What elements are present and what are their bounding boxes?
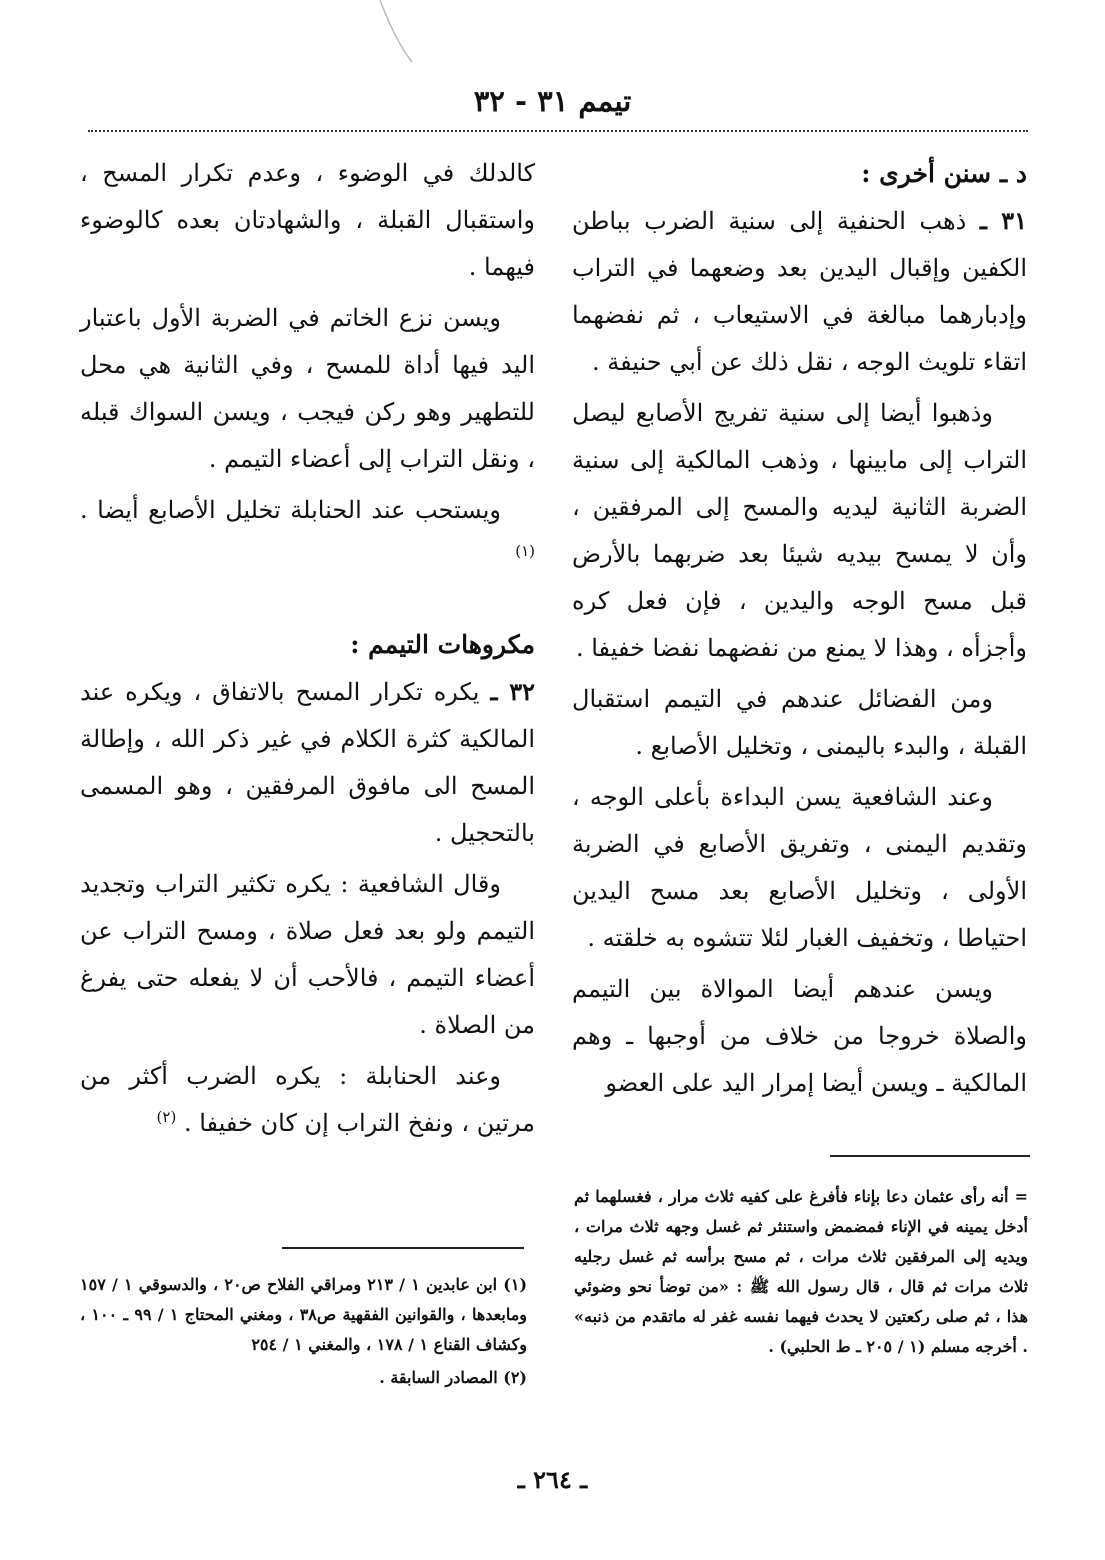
footnotes-left (80, 1270, 527, 1396)
right-column (572, 150, 1027, 1111)
header-divider (88, 130, 1028, 132)
footnote-divider (830, 1155, 1030, 1157)
page-number: ـ ٢٦٤ ـ (517, 1465, 588, 1494)
section-heading-makruhat: مكروهات التيمم : (350, 630, 535, 659)
scan-artifact-curve (370, 0, 430, 70)
paragraph-text: ويستحب عند الحنابلة تخليل الأصابع أيضا . (80, 496, 501, 524)
paragraph: وذهبوا أيضا إلى سنية تفريج الأصابع ليصل التراب إلى مابينها ، وذهب المالكية إلى سنية الضربة الثانية ليديه والمسح إلى المرفقين ، وأن لا يمسح بيديه شيئا بعد ضربهما بالأرض قبل مسح الوجه واليدين ، فإن فعل كره وأجزأه ، وهذا لا يمنع من نفضهما نفضا خفيفا . (572, 399, 1027, 662)
footnote-ref: (١) (515, 542, 535, 560)
left-column (80, 150, 535, 1151)
paragraph-number: ٣١ ـ (979, 206, 1028, 235)
footnote-1: (١) ابن عابدين ١ / ٢١٣ ومراقي الفلاح ص٢٠ ، والدسوقي ١ / ١٥٧ ومابعدها ، والقوانين الفقهية ص٣٨ ، ومغني المحتاج ١ / ٩٩ ـ ١٠٠ ، وكشاف القناع ١ / ١٧٨ ، والمغني ١ / ٢٥٤ (80, 1275, 528, 1354)
footnote-divider (282, 1247, 524, 1249)
paragraph-text: ذهب الحنفية إلى سنية الضرب بباطن الكفين وإقبال اليدين بعد وضعهما في التراب وإدبارهما مبالغة في الاستيعاب ، ثم نفضهما اتقاء تلويث الوجه ، نقل ذلك عن أبي حنيفة . (572, 207, 1027, 376)
paragraph: ويسن عندهم أيضا الموالاة بين التيمم والصلاة خروجا من خلاف من أوجبها ـ وهم المالكية ـ ويسن أيضا إمرار اليد على العضو (572, 975, 1027, 1097)
paragraph: وعند الشافعية يسن البداءة بأعلى الوجه ، وتقديم اليمنى ، وتفريق الأصابع في الضربة الأولى ، وتخليل الأصابع بعد مسح اليدين احتياطا ، وتخفيف الغبار لئلا تتشوه به خلقته . (572, 783, 1027, 952)
paragraph-32 (80, 668, 535, 857)
paragraph: ويسن نزع الخاتم في الضربة الأول باعتبار اليد فيها أداة للمسح ، وفي الثانية هي محل للتطهير وهو ركن فيجب ، ويسن السواك قبله ، ونقل التراب إلى أعضاء التيمم . (80, 304, 535, 473)
paragraph-31 (572, 197, 1027, 386)
footnote-2: (٢) المصادر السابقة . (379, 1368, 527, 1387)
paragraph (80, 487, 535, 581)
paragraph (80, 1053, 535, 1147)
footnote-continuation: = أنه رأى عثمان دعا بإناء فأفرغ على كفيه ثلاث مرار ، فغسلهما ثم أدخل يمينه في الإناء فمضمض واستنثر ثم غسل وجهه ثلاث مرات ، ويديه إلى المرفقين ثلاث مرات ، ثم مسح برأسه ثم غسل رجليه ثلاث مرات ثم قال ، قال رسول الله ﷺ : «من توضأ نحو وضوئي هذا ، ثم صلى ركعتين لا يحدث فيهما نفسه غفر له ماتقدم من ذنبه» . أخرجه مسلم (١ / ٢٠٥ ـ ط الحلبي) . (574, 1187, 1028, 1356)
footnote-ref: (٢) (156, 1108, 177, 1126)
page-header-title: تيمم ٣١ - ٣٢ (473, 84, 632, 118)
paragraph-number: ٣٢ ـ (490, 677, 535, 706)
paragraph: وقال الشافعية : يكره تكثير التراب وتجديد التيمم ولو بعد فعل صلاة ، ومسح التراب عن أعضاء التيمم ، فالأحب أن لا يفعله حتى يفرغ من الصلاة . (80, 870, 535, 1039)
section-heading-other-sunan: د ـ سنن أخرى : (861, 159, 1027, 188)
paragraph: ومن الفضائل عندهم في التيمم استقبال القبلة ، والبدء باليمنى ، وتخليل الأصابع . (572, 685, 1027, 760)
footnotes-right (574, 1182, 1028, 1365)
paragraph-text: وعند الحنابلة : يكره الضرب أكثر من مرتين ، ونفخ التراب إن كان خفيفا . (80, 1062, 535, 1137)
paragraph: كالدلك في الوضوء ، وعدم تكرار المسح ، واستقبال القبلة ، والشهادتان بعده كالوضوء فيهما . (80, 159, 535, 281)
paragraph-text: يكره تكرار المسح بالاتفاق ، ويكره عند المالكية كثرة الكلام في غير ذكر الله ، وإطالة المسح الى مافوق المرفقين ، وهو المسمى بالتحجيل . (80, 678, 535, 847)
